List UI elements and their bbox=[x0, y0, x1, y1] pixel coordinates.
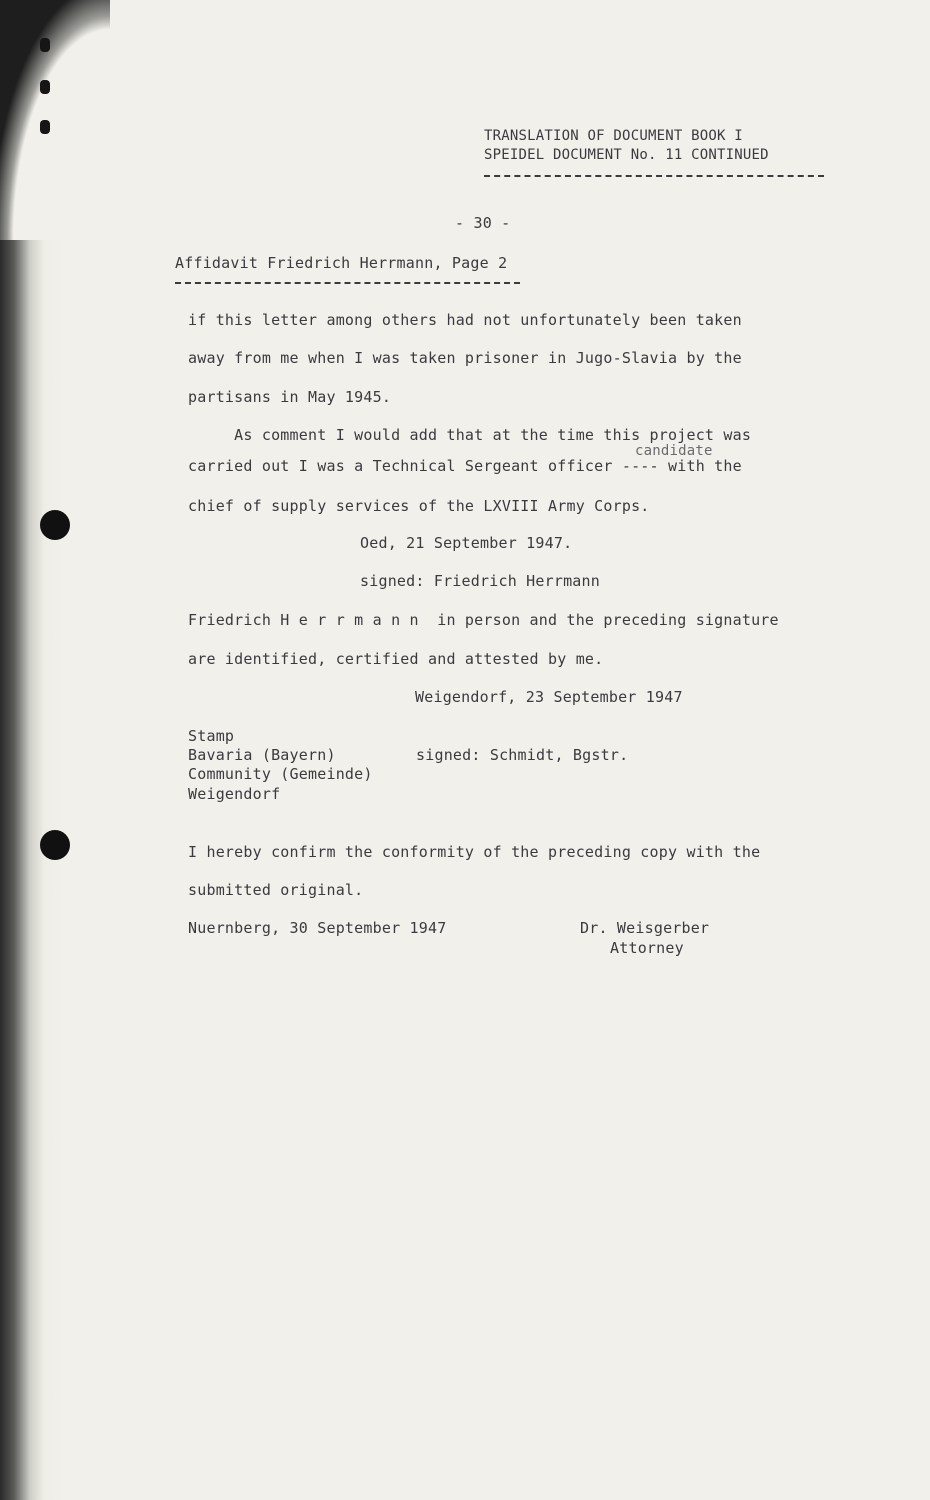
title-rule bbox=[175, 282, 520, 284]
signed-line: signed: Friedrich Herrmann bbox=[360, 572, 600, 590]
body-line: away from me when I was taken prisoner in Jugo-Slavia by the bbox=[188, 349, 742, 367]
body-line: if this letter among others had not unfortunately been taken bbox=[188, 311, 742, 329]
signer-title: Attorney bbox=[610, 939, 684, 957]
mayor-signature: signed: Schmidt, Bgstr. bbox=[416, 746, 629, 764]
confirmation-line: submitted original. bbox=[188, 881, 364, 899]
punch-hole bbox=[40, 830, 70, 860]
handwritten-insert: candidate bbox=[635, 443, 713, 459]
confirmation-place-date: Nuernberg, 30 September 1947 bbox=[188, 919, 447, 937]
signer-name: Dr. Weisgerber bbox=[580, 919, 710, 937]
certification-line: Friedrich H e r r m a n n in person and the preceding signature bbox=[188, 611, 779, 629]
header-rule bbox=[484, 175, 824, 177]
binding-mark bbox=[40, 38, 50, 52]
section-title: Affidavit Friedrich Herrmann, Page 2 bbox=[175, 254, 508, 272]
punch-hole bbox=[40, 510, 70, 540]
page-number: - 30 - bbox=[455, 214, 511, 232]
body-line: carried out I was a Technical Sergeant officer ---- with the bbox=[188, 457, 742, 475]
body-line: partisans in May 1945. bbox=[188, 388, 392, 406]
binding-mark bbox=[40, 120, 50, 134]
page-curl bbox=[0, 0, 110, 240]
place-date: Oed, 21 September 1947. bbox=[360, 534, 573, 552]
binding-mark bbox=[40, 80, 50, 94]
certification-place-date: Weigendorf, 23 September 1947 bbox=[415, 688, 683, 706]
body-line: chief of supply services of the LXVIII Army Corps. bbox=[188, 497, 650, 515]
body-line: As comment I would add that at the time this project was bbox=[188, 426, 752, 444]
header-line-1: TRANSLATION OF DOCUMENT BOOK I bbox=[484, 128, 743, 144]
stamp-line: Weigendorf bbox=[188, 785, 281, 803]
stamp-line: Stamp bbox=[188, 727, 235, 745]
stamp-line: Community (Gemeinde) bbox=[188, 765, 373, 783]
header-line-2: SPEIDEL DOCUMENT No. 11 CONTINUED bbox=[484, 147, 769, 163]
certification-line: are identified, certified and attested by me. bbox=[188, 650, 604, 668]
confirmation-line: I hereby confirm the conformity of the preceding copy with the bbox=[188, 843, 761, 861]
stamp-line: Bavaria (Bayern) bbox=[188, 746, 336, 764]
